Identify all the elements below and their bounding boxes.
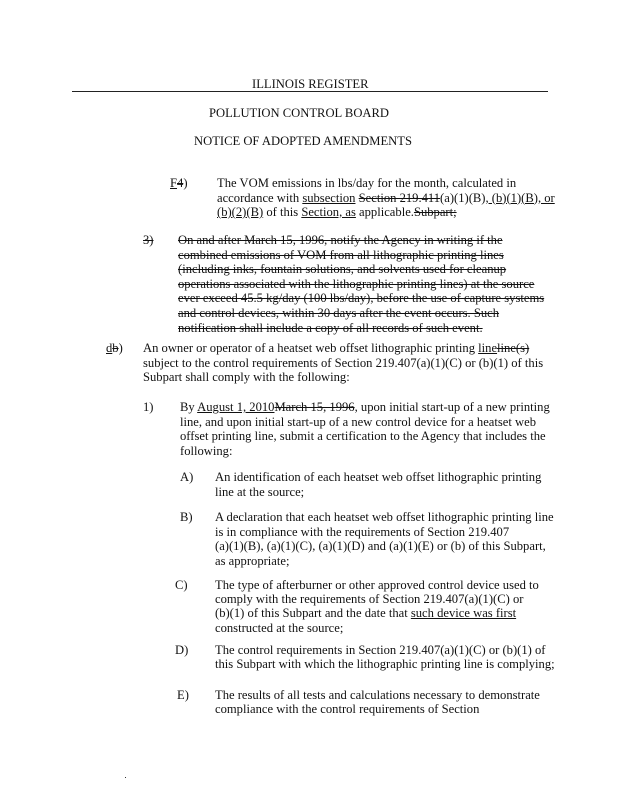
text-line: [180, 400, 550, 414]
deleted-text: and control devices, within 30 days after the event occurs. Such: [178, 306, 500, 320]
inserted-text: d: [106, 341, 113, 355]
text-line: [143, 341, 529, 355]
text-segment: An identification of each heatset web offset lithographic printing: [215, 470, 542, 484]
text-line: [217, 191, 555, 205]
text-line: [215, 525, 509, 539]
text-segment: this Subpart with which the lithographic printing line is complying;: [215, 657, 555, 672]
item-label: [175, 643, 188, 657]
deleted-text: combined emissions of VOM from all lithographic printing lines: [178, 247, 504, 262]
deleted-text: 4: [177, 176, 184, 190]
inserted-text: subsection: [302, 190, 356, 205]
item-label: [106, 341, 123, 355]
agency-title: POLLUTION CONTROL BOARD: [208, 106, 390, 120]
text-line: [180, 415, 536, 429]
text-line: [143, 370, 350, 384]
item-label: [175, 578, 188, 592]
text-segment: as appropriate;: [215, 553, 290, 568]
text-segment: (a)(1)(B), (a)(1)(C), (a)(1)(D) and (a)(1)(E) or (b) of this Subpart,: [215, 539, 546, 554]
text-segment: The control requirements in Section 219.407(a)(1)(C) or (b)(1) of: [215, 643, 546, 657]
notice-title: NOTICE OF ADOPTED AMENDMENTS: [194, 134, 412, 148]
deleted-text: operations associated with the lithographic printing lines) at the source: [178, 276, 535, 291]
text-line: [215, 554, 289, 568]
text-line: [180, 429, 546, 443]
header-rule: [72, 91, 548, 92]
text-line: [215, 606, 516, 620]
deleted-text: On and after March 15, 1996, notify the Agency in writing if the: [178, 233, 503, 247]
text-segment: B): [180, 510, 193, 524]
text-segment: line at the source;: [215, 484, 305, 499]
item-label: [177, 688, 189, 702]
deleted-text: March 15, 1996: [274, 400, 355, 414]
text-segment: of this: [263, 205, 302, 219]
text-segment: The results of all tests and calculations necessary to demonstrate: [215, 688, 540, 702]
text-segment: subject to the control requirements of Section 219.407(a)(1)(C) or (b)(1) of this: [143, 355, 544, 370]
inserted-text: August 1, 2010: [197, 400, 275, 414]
stray-mark: [125, 777, 126, 778]
text-segment: Subpart shall comply with the following:: [143, 370, 350, 384]
text-segment: offset printing line, submit a certification to the Agency that includes the: [180, 429, 546, 443]
text-line: [215, 592, 523, 606]
text-segment: A declaration that each heatset web offset lithographic printing line: [215, 510, 554, 524]
inserted-text: F: [170, 176, 178, 190]
inserted-text: (b)(2)(B): [217, 205, 264, 219]
deleted-text: line(s): [497, 341, 530, 355]
text-line: [215, 621, 343, 635]
text-segment: comply with the requirements of Section 219.407(a)(1)(C) or: [215, 592, 524, 607]
text-segment: (a)(1)(B): [440, 190, 486, 205]
text-segment: The VOM emissions in lbs/day for the month, calculated in: [217, 176, 517, 190]
text-line: [215, 643, 545, 657]
text-segment: ): [183, 176, 188, 190]
text-segment: accordance with: [217, 190, 303, 205]
register-title: ILLINOIS REGISTER: [252, 77, 369, 91]
text-segment: 1): [143, 400, 154, 414]
item-label: [143, 233, 154, 247]
text-line: [178, 291, 544, 305]
text-line: [178, 233, 503, 247]
item-label: [143, 400, 154, 414]
text-line: [180, 444, 232, 458]
text-segment: A): [180, 470, 194, 484]
text-line: [178, 321, 483, 335]
text-line: [143, 356, 543, 370]
text-segment: , upon initial start-up of a new printing: [354, 400, 550, 414]
text-segment: following:: [180, 443, 233, 458]
deleted-text: (including inks, fountain solutions, and solvents used for cleanup: [178, 262, 507, 277]
text-segment: D): [175, 643, 189, 657]
text-segment: is in compliance with the requirements of Section 219.407: [215, 524, 510, 539]
text-segment: The type of afterburner or other approved control device used to: [215, 578, 539, 592]
text-segment: By: [180, 400, 198, 414]
text-line: [215, 470, 541, 484]
deleted-text: Subpart;: [413, 205, 457, 219]
deleted-text: Section 219.411: [358, 190, 441, 205]
text-segment: compliance with the control requirements of Section: [215, 702, 480, 717]
inserted-text: Section, as: [301, 205, 356, 219]
text-segment: line, and upon initial start-up of a new control device for a heatset web: [180, 414, 537, 429]
text-segment: constructed at the source;: [215, 620, 344, 635]
text-segment: An owner or operator of a heatset web offset lithographic printing: [143, 341, 479, 355]
text-line: [215, 578, 539, 592]
deleted-text: 3): [143, 233, 154, 247]
text-segment: applicable.: [355, 205, 414, 219]
item-label: [180, 470, 193, 484]
inserted-text: , (b)(1)(B), or: [485, 190, 555, 205]
text-segment: C): [175, 578, 188, 592]
text-line: [215, 688, 540, 702]
text-segment: E): [177, 688, 189, 702]
deleted-text: ever exceed 45.5 kg/day (100 lbs/day), before the use of capture systems: [178, 291, 545, 306]
text-line: [178, 277, 534, 291]
item-label: [170, 176, 188, 190]
deleted-text: b: [112, 341, 119, 355]
inserted-text: such device was first: [410, 606, 517, 621]
text-line: [217, 176, 516, 190]
text-line: [178, 248, 504, 262]
text-line: [215, 510, 554, 524]
deleted-text: notification shall include a copy of all records of such event.: [178, 320, 483, 335]
text-line: [217, 205, 457, 219]
text-line: [215, 657, 555, 671]
text-segment: ): [118, 341, 123, 355]
text-line: [215, 539, 546, 553]
text-line: [215, 702, 479, 716]
inserted-text: line: [478, 341, 498, 355]
text-line: [178, 306, 499, 320]
text-segment: (b)(1) of this Subpart and the date that: [215, 606, 411, 621]
item-label: [180, 510, 193, 524]
text-line: [178, 262, 506, 276]
text-line: [215, 485, 304, 499]
